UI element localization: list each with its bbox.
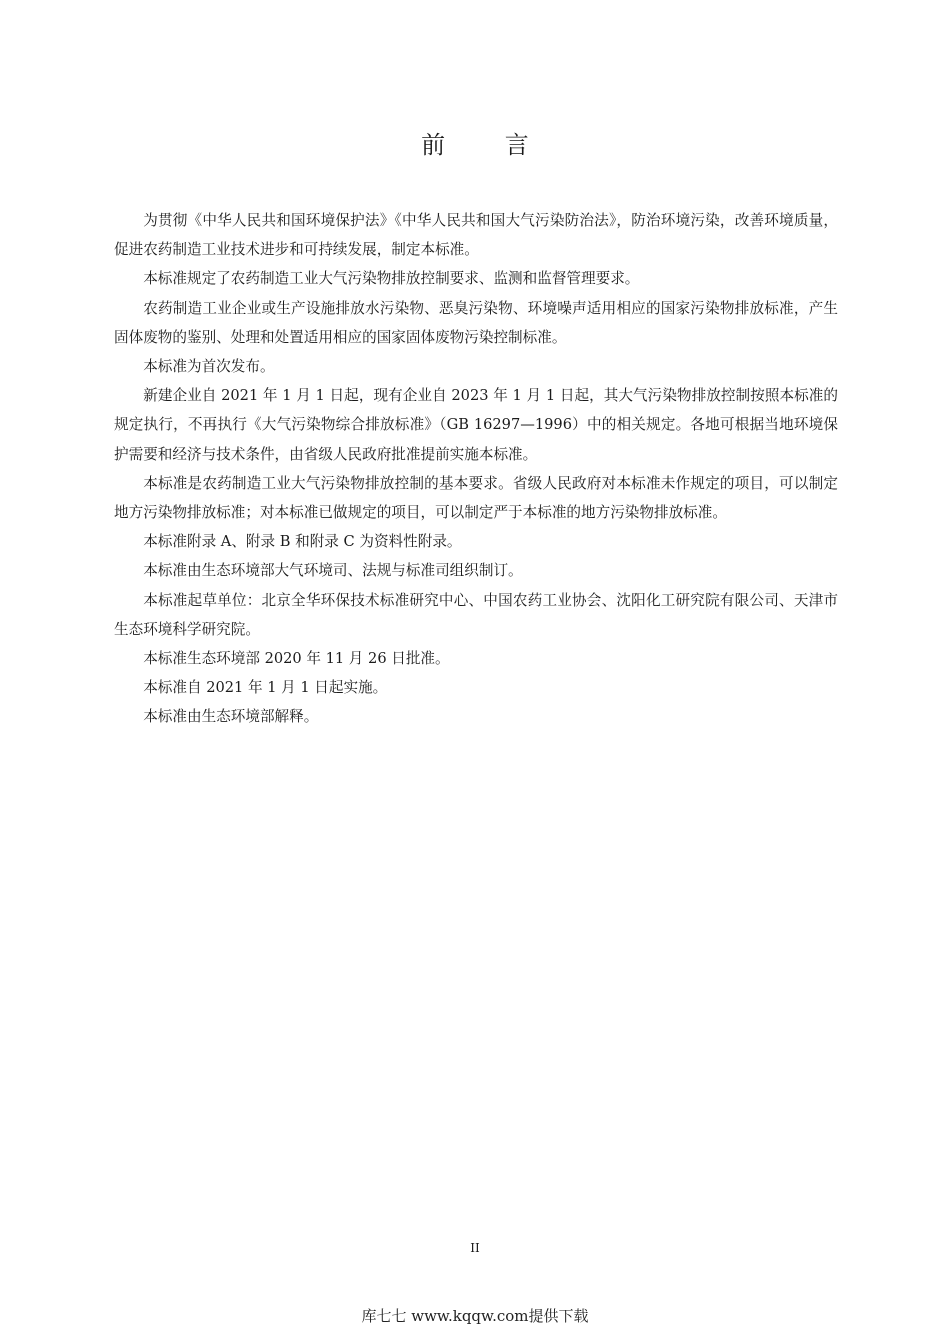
paragraph-implementation-date: 本标准自 2021 年 1 月 1 日起实施。 bbox=[143, 679, 388, 697]
paragraph-purpose: 为贯彻《中华人民共和国环境保护法》《中华人民共和国大气污染防治法》，防治环境污染，改善环境质量，促进农药制造工业技术进步和可持续发展，制定本标准。 bbox=[114, 212, 838, 259]
paragraph-drafting-units: 本标准起草单位：北京全华环保技术标准研究中心、中国农药工业协会、沈阳化工研究院有限公司、天津市生态环境科学研究院。 bbox=[114, 591, 838, 638]
paragraph-scope: 本标准规定了农药制造工业大气污染物排放控制要求、监测和监督管理要求。 bbox=[143, 270, 640, 288]
paragraph-basic-requirements: 本标准是农药制造工业大气污染物排放控制的基本要求。省级人民政府对本标准未作规定的项目，可以制定地方污染物排放标准；对本标准已做规定的项目，可以制定严于本标准的地方污染物排放标准。 bbox=[114, 474, 838, 522]
paragraph-organized-by: 本标准由生态环境部大气环境司、法规与标准司组织制订。 bbox=[143, 562, 523, 580]
footer-watermark: 库七七 www.kqqw.com提供下载 bbox=[361, 1307, 589, 1325]
page-number: II bbox=[470, 1241, 480, 1255]
paragraph-appendices: 本标准附录 A、附录 B 和附录 C 为资料性附录。 bbox=[143, 533, 462, 551]
paragraph-interpretation: 本标准由生态环境部解释。 bbox=[143, 708, 319, 726]
paragraph-other-pollutants: 农药制造工业企业或生产设施排放水污染物、恶臭污染物、环境噪声适用相应的国家污染物排放标准，产生固体废物的鉴别、处理和处置适用相应的国家固体废物污染控制标准。 bbox=[114, 299, 838, 346]
page-title: 前 言 bbox=[421, 131, 555, 159]
foreword-body bbox=[114, 206, 838, 732]
paragraph-first-release: 本标准为首次发布。 bbox=[143, 358, 275, 376]
paragraph-approval-date: 本标准生态环境部 2020 年 11 月 26 日批准。 bbox=[143, 650, 450, 668]
paragraph-effective-dates: 新建企业自 2021 年 1 月 1 日起，现有企业自 2023 年 1 月 1 日起，其大气污染物排放控制按照本标准的规定执行，不再执行《大气污染物综合排放标准》（GB 16297—1996）中的相关规定。各地可根据当地环境保护需要和经济与技术条件，由省级人民政府批准提前实施本标准。 bbox=[114, 387, 838, 463]
